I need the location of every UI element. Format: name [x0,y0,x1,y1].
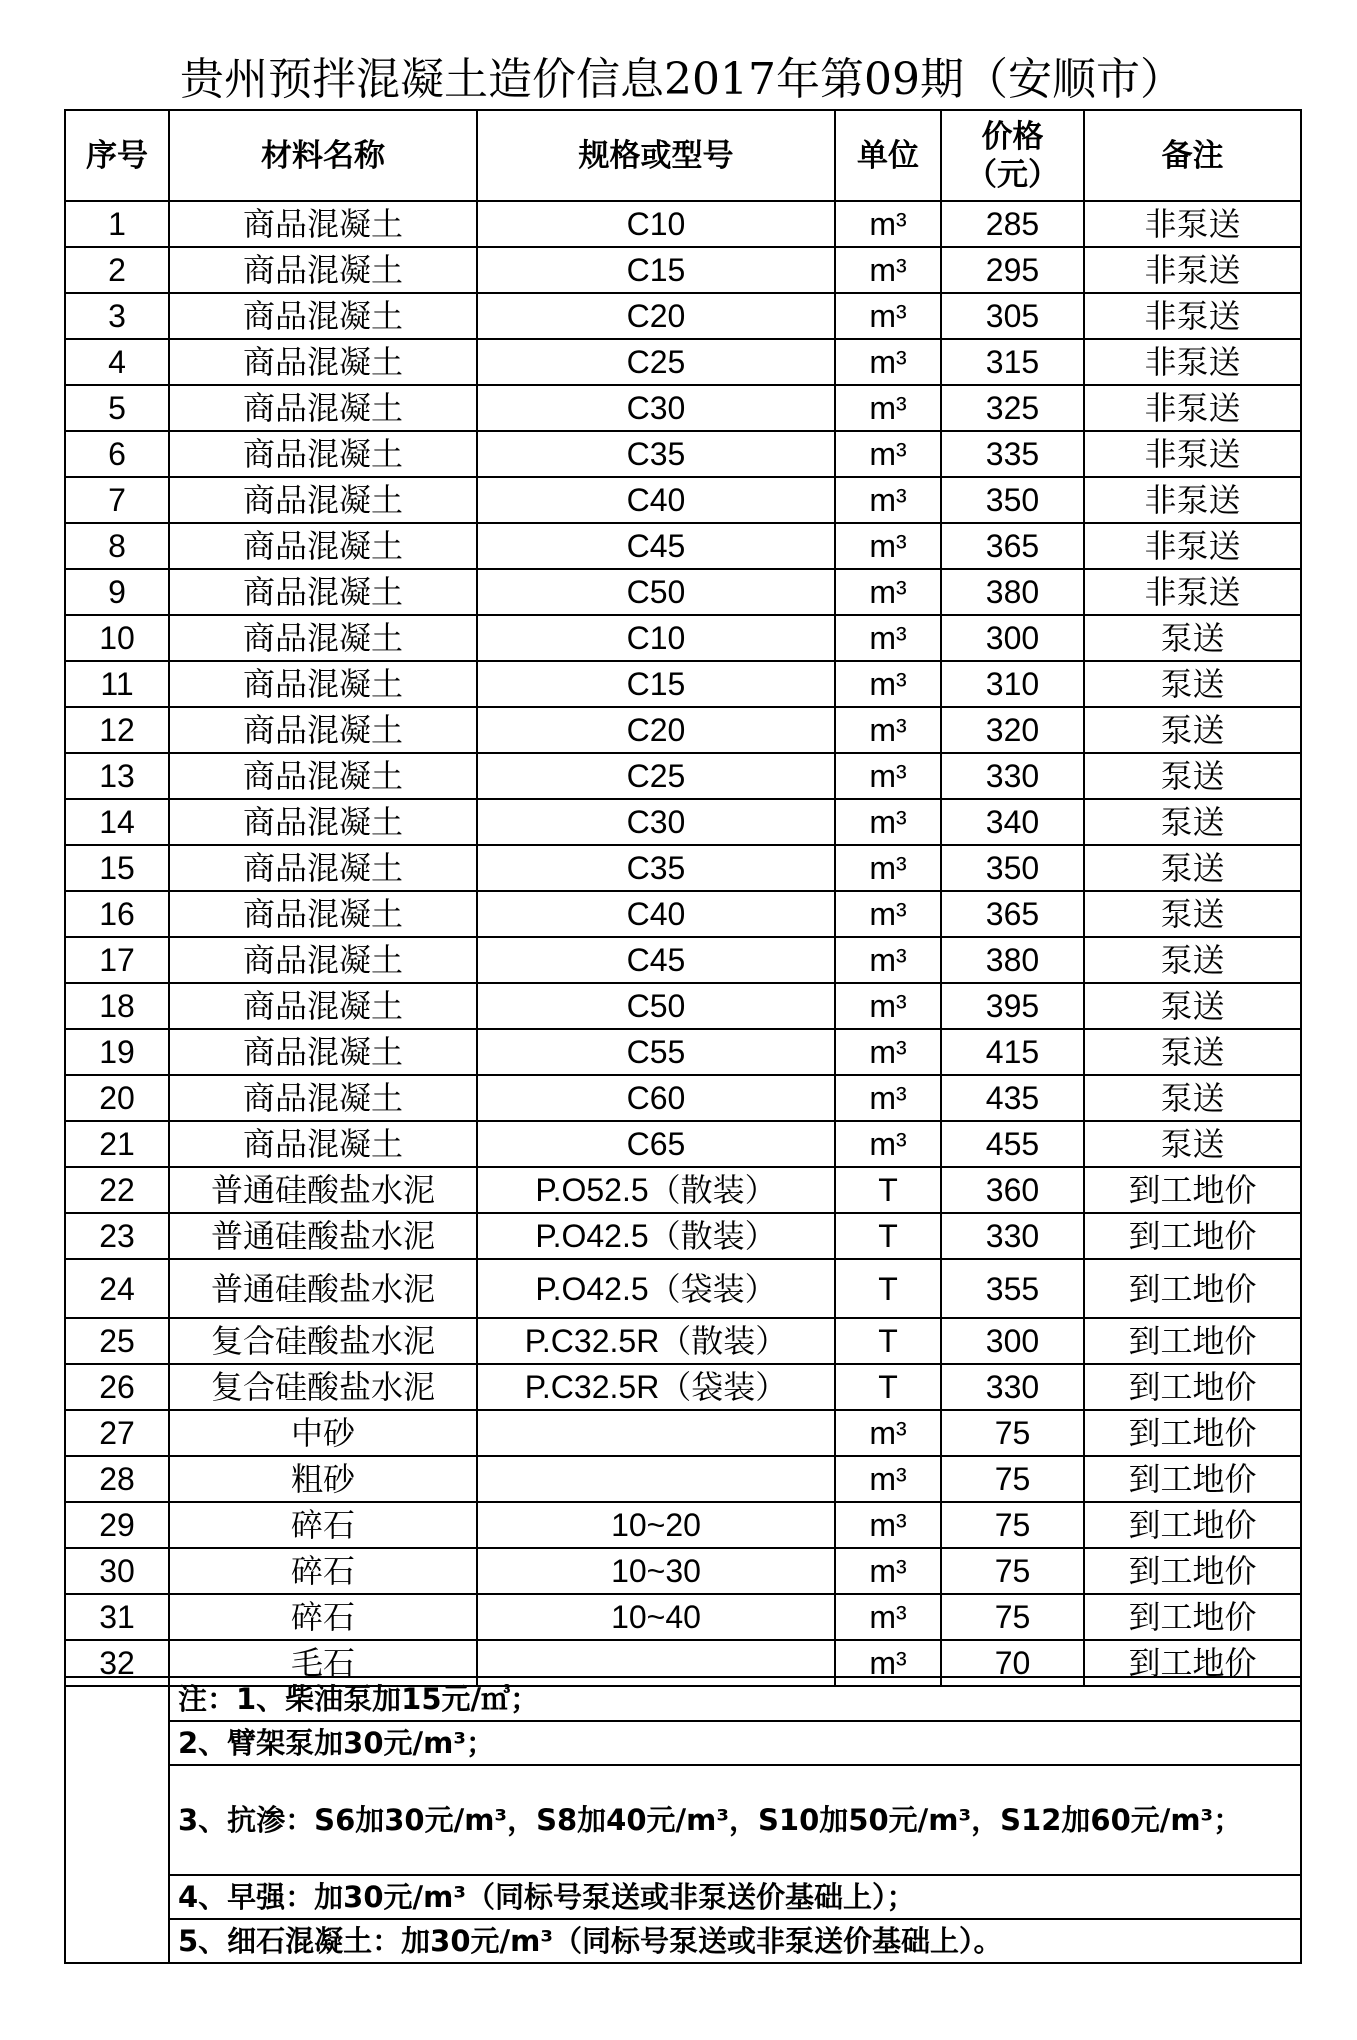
cell-spec: P.C32.5R（散装） [477,1318,835,1364]
cell-spec: P.O42.5（袋装） [477,1259,835,1318]
cell-price: 365 [941,891,1084,937]
cell-price: 315 [941,339,1084,385]
cell-seq: 11 [65,661,169,707]
cell-price: 285 [941,201,1084,247]
cell-note: 泵送 [1084,983,1301,1029]
cell-unit: m³ [835,431,941,477]
table-row [65,1259,1301,1318]
cell-price: 455 [941,1121,1084,1167]
header-name: 材料名称 [169,110,477,201]
cell-note: 非泵送 [1084,431,1301,477]
cell-price: 75 [941,1456,1084,1502]
cell-seq: 18 [65,983,169,1029]
cell-note: 到工地价 [1084,1594,1301,1640]
cell-seq: 23 [65,1213,169,1259]
cell-unit: m³ [835,477,941,523]
table-header-row [65,110,1301,201]
cell-note: 非泵送 [1084,339,1301,385]
cell-note: 到工地价 [1084,1548,1301,1594]
cell-price: 415 [941,1029,1084,1075]
note-row [65,1765,1301,1875]
cell-name: 商品混凝土 [169,845,477,891]
cell-name: 商品混凝土 [169,1075,477,1121]
cell-name: 商品混凝土 [169,201,477,247]
cell-unit: m³ [835,1640,941,1686]
cell-price: 380 [941,569,1084,615]
cell-unit: m³ [835,1594,941,1640]
cell-name: 商品混凝土 [169,431,477,477]
cell-name: 普通硅酸盐水泥 [169,1259,477,1318]
cell-price: 310 [941,661,1084,707]
header-seq: 序号 [65,110,169,201]
table-row [65,661,1301,707]
cell-note: 到工地价 [1084,1213,1301,1259]
cell-price: 75 [941,1410,1084,1456]
cell-seq: 16 [65,891,169,937]
cell-name: 普通硅酸盐水泥 [169,1167,477,1213]
cell-name: 碎石 [169,1594,477,1640]
cell-seq: 28 [65,1456,169,1502]
cell-spec: C15 [477,661,835,707]
cell-spec: C20 [477,707,835,753]
cell-name: 商品混凝土 [169,891,477,937]
cell-name: 商品混凝土 [169,937,477,983]
cell-unit: m³ [835,385,941,431]
cell-price: 330 [941,753,1084,799]
cell-spec: 10~30 [477,1548,835,1594]
table-row [65,1029,1301,1075]
cell-unit: m³ [835,753,941,799]
cell-price: 335 [941,431,1084,477]
cell-spec: C45 [477,937,835,983]
cell-name: 碎石 [169,1502,477,1548]
cell-price: 360 [941,1167,1084,1213]
notes-table-body [65,1677,1301,1963]
cell-unit: m³ [835,707,941,753]
cell-price: 70 [941,1640,1084,1686]
notes-blank-cell [65,1677,169,1963]
cell-name: 粗砂 [169,1456,477,1502]
cell-name: 复合硅酸盐水泥 [169,1318,477,1364]
cell-name: 商品混凝土 [169,753,477,799]
cell-price: 75 [941,1594,1084,1640]
cell-note: 泵送 [1084,799,1301,845]
cell-price: 75 [941,1548,1084,1594]
cell-unit: m³ [835,1456,941,1502]
cell-unit: m³ [835,1029,941,1075]
cell-spec: C40 [477,477,835,523]
cell-seq: 32 [65,1640,169,1686]
cell-price: 435 [941,1075,1084,1121]
cell-unit: T [835,1259,941,1318]
cell-note: 泵送 [1084,845,1301,891]
cell-note: 到工地价 [1084,1502,1301,1548]
table-row [65,707,1301,753]
cell-price: 300 [941,1318,1084,1364]
cell-unit: m³ [835,845,941,891]
cell-spec: C30 [477,385,835,431]
cell-price: 325 [941,385,1084,431]
cell-unit: m³ [835,569,941,615]
table-row [65,1594,1301,1640]
cell-seq: 15 [65,845,169,891]
cell-unit: m³ [835,983,941,1029]
cell-unit: m³ [835,891,941,937]
cell-name: 商品混凝土 [169,1029,477,1075]
cell-price: 380 [941,937,1084,983]
price-table-body [65,201,1301,1686]
cell-seq: 1 [65,201,169,247]
table-row [65,523,1301,569]
cell-spec: C35 [477,845,835,891]
notes-table [64,1676,1302,1964]
cell-seq: 4 [65,339,169,385]
cell-price: 75 [941,1502,1084,1548]
cell-unit: T [835,1318,941,1364]
cell-price: 350 [941,477,1084,523]
cell-spec: P.O52.5（散装） [477,1167,835,1213]
cell-seq: 25 [65,1318,169,1364]
cell-seq: 21 [65,1121,169,1167]
cell-note: 非泵送 [1084,247,1301,293]
cell-name: 商品混凝土 [169,477,477,523]
cell-price: 330 [941,1213,1084,1259]
cell-unit: m³ [835,1502,941,1548]
cell-spec: C45 [477,523,835,569]
page-title: 贵州预拌混凝土造价信息2017年第09期（安顺市） [180,54,1184,105]
header-price [941,110,1084,201]
cell-note: 泵送 [1084,937,1301,983]
cell-spec: C65 [477,1121,835,1167]
cell-price: 340 [941,799,1084,845]
header-price-line2: （元） [966,156,1059,193]
note-text: 3、抗渗：S6加30元/m³，S8加40元/m³，S10加50元/m³，S12加60元/m³； [169,1765,1301,1875]
cell-note: 非泵送 [1084,385,1301,431]
note-row [65,1875,1301,1919]
table-row [65,983,1301,1029]
cell-seq: 14 [65,799,169,845]
cell-spec: C25 [477,753,835,799]
cell-unit: T [835,1167,941,1213]
table-row [65,1318,1301,1364]
cell-note: 非泵送 [1084,523,1301,569]
cell-spec: 10~40 [477,1594,835,1640]
cell-name: 商品混凝土 [169,523,477,569]
note-text: 5、细石混凝土：加30元/m³（同标号泵送或非泵送价基础上）。 [169,1919,1301,1963]
table-row [65,845,1301,891]
cell-seq: 31 [65,1594,169,1640]
cell-name: 商品混凝土 [169,707,477,753]
cell-name: 商品混凝土 [169,983,477,1029]
cell-spec: 10~20 [477,1502,835,1548]
note-text: 4、早强：加30元/m³（同标号泵送或非泵送价基础上）； [169,1875,1301,1919]
cell-name: 商品混凝土 [169,799,477,845]
table-row [65,1121,1301,1167]
cell-name: 商品混凝土 [169,569,477,615]
table-row [65,799,1301,845]
cell-spec: P.C32.5R（袋装） [477,1364,835,1410]
cell-seq: 24 [65,1259,169,1318]
cell-spec: C10 [477,615,835,661]
note-row [65,1677,1301,1721]
table-row [65,753,1301,799]
note-text: 注：1、柴油泵加15元/㎥； [169,1677,1301,1721]
cell-unit: m³ [835,1410,941,1456]
cell-name: 商品混凝土 [169,615,477,661]
cell-note: 非泵送 [1084,477,1301,523]
cell-note: 泵送 [1084,753,1301,799]
header-spec: 规格或型号 [477,110,835,201]
cell-note: 到工地价 [1084,1318,1301,1364]
cell-seq: 20 [65,1075,169,1121]
cell-unit: m³ [835,293,941,339]
cell-seq: 3 [65,293,169,339]
cell-seq: 19 [65,1029,169,1075]
cell-note: 到工地价 [1084,1640,1301,1686]
table-row [65,1213,1301,1259]
cell-name: 中砂 [169,1410,477,1456]
cell-note: 泵送 [1084,1121,1301,1167]
cell-note: 到工地价 [1084,1167,1301,1213]
cell-note: 泵送 [1084,615,1301,661]
cell-name: 商品混凝土 [169,293,477,339]
table-row [65,339,1301,385]
cell-price: 355 [941,1259,1084,1318]
cell-seq: 29 [65,1502,169,1548]
cell-name: 毛石 [169,1640,477,1686]
table-row [65,1075,1301,1121]
note-text: 2、臂架泵加30元/m³； [169,1721,1301,1765]
cell-price: 365 [941,523,1084,569]
cell-spec: C55 [477,1029,835,1075]
cell-spec: C10 [477,201,835,247]
cell-note: 到工地价 [1084,1410,1301,1456]
table-row [65,569,1301,615]
note-row [65,1919,1301,1963]
cell-spec: C60 [477,1075,835,1121]
cell-price: 320 [941,707,1084,753]
cell-seq: 10 [65,615,169,661]
cell-seq: 30 [65,1548,169,1594]
cell-unit: m³ [835,1075,941,1121]
cell-name: 碎石 [169,1548,477,1594]
cell-unit: T [835,1364,941,1410]
cell-unit: m³ [835,799,941,845]
cell-unit: m³ [835,339,941,385]
cell-seq: 17 [65,937,169,983]
cell-spec: C35 [477,431,835,477]
cell-unit: m³ [835,937,941,983]
cell-seq: 7 [65,477,169,523]
header-price-line1: 价格 [981,118,1044,155]
cell-unit: m³ [835,247,941,293]
cell-unit: m³ [835,523,941,569]
cell-seq: 8 [65,523,169,569]
cell-price: 305 [941,293,1084,339]
cell-price: 350 [941,845,1084,891]
cell-seq: 12 [65,707,169,753]
cell-unit: m³ [835,1121,941,1167]
cell-note: 到工地价 [1084,1259,1301,1318]
table-row [65,937,1301,983]
cell-unit: m³ [835,201,941,247]
cell-seq: 22 [65,1167,169,1213]
table-row [65,431,1301,477]
table-row [65,615,1301,661]
cell-name: 普通硅酸盐水泥 [169,1213,477,1259]
cell-unit: m³ [835,1548,941,1594]
cell-name: 复合硅酸盐水泥 [169,1364,477,1410]
cell-note: 泵送 [1084,891,1301,937]
cell-note: 泵送 [1084,661,1301,707]
cell-spec: P.O42.5（散装） [477,1213,835,1259]
table-row [65,891,1301,937]
cell-name: 商品混凝土 [169,247,477,293]
table-row [65,477,1301,523]
price-table [64,109,1302,1687]
cell-seq: 27 [65,1410,169,1456]
cell-name: 商品混凝土 [169,1121,477,1167]
cell-spec: C50 [477,569,835,615]
cell-note: 泵送 [1084,1075,1301,1121]
cell-name: 商品混凝土 [169,385,477,431]
cell-unit: m³ [835,615,941,661]
cell-name: 商品混凝土 [169,339,477,385]
table-row [65,1167,1301,1213]
cell-price: 395 [941,983,1084,1029]
cell-price: 295 [941,247,1084,293]
cell-seq: 9 [65,569,169,615]
table-row [65,201,1301,247]
cell-spec [477,1456,835,1502]
cell-spec: C50 [477,983,835,1029]
cell-seq: 5 [65,385,169,431]
cell-name: 商品混凝土 [169,661,477,707]
cell-price: 300 [941,615,1084,661]
cell-spec: C40 [477,891,835,937]
cell-note: 到工地价 [1084,1364,1301,1410]
cell-unit: T [835,1213,941,1259]
cell-spec: C20 [477,293,835,339]
table-row [65,1548,1301,1594]
cell-spec: C25 [477,339,835,385]
cell-seq: 2 [65,247,169,293]
cell-spec [477,1410,835,1456]
table-row [65,293,1301,339]
table-row [65,1364,1301,1410]
table-row [65,1410,1301,1456]
cell-price: 330 [941,1364,1084,1410]
cell-seq: 26 [65,1364,169,1410]
table-row [65,1456,1301,1502]
cell-seq: 6 [65,431,169,477]
cell-spec: C15 [477,247,835,293]
cell-note: 非泵送 [1084,569,1301,615]
cell-note: 非泵送 [1084,293,1301,339]
cell-note: 非泵送 [1084,201,1301,247]
table-row [65,385,1301,431]
cell-unit: m³ [835,661,941,707]
cell-note: 到工地价 [1084,1456,1301,1502]
cell-seq: 13 [65,753,169,799]
table-row [65,247,1301,293]
cell-spec: C30 [477,799,835,845]
note-row [65,1721,1301,1765]
header-unit: 单位 [835,110,941,201]
cell-note: 泵送 [1084,707,1301,753]
table-row [65,1502,1301,1548]
cell-note: 泵送 [1084,1029,1301,1075]
header-note: 备注 [1084,110,1301,201]
